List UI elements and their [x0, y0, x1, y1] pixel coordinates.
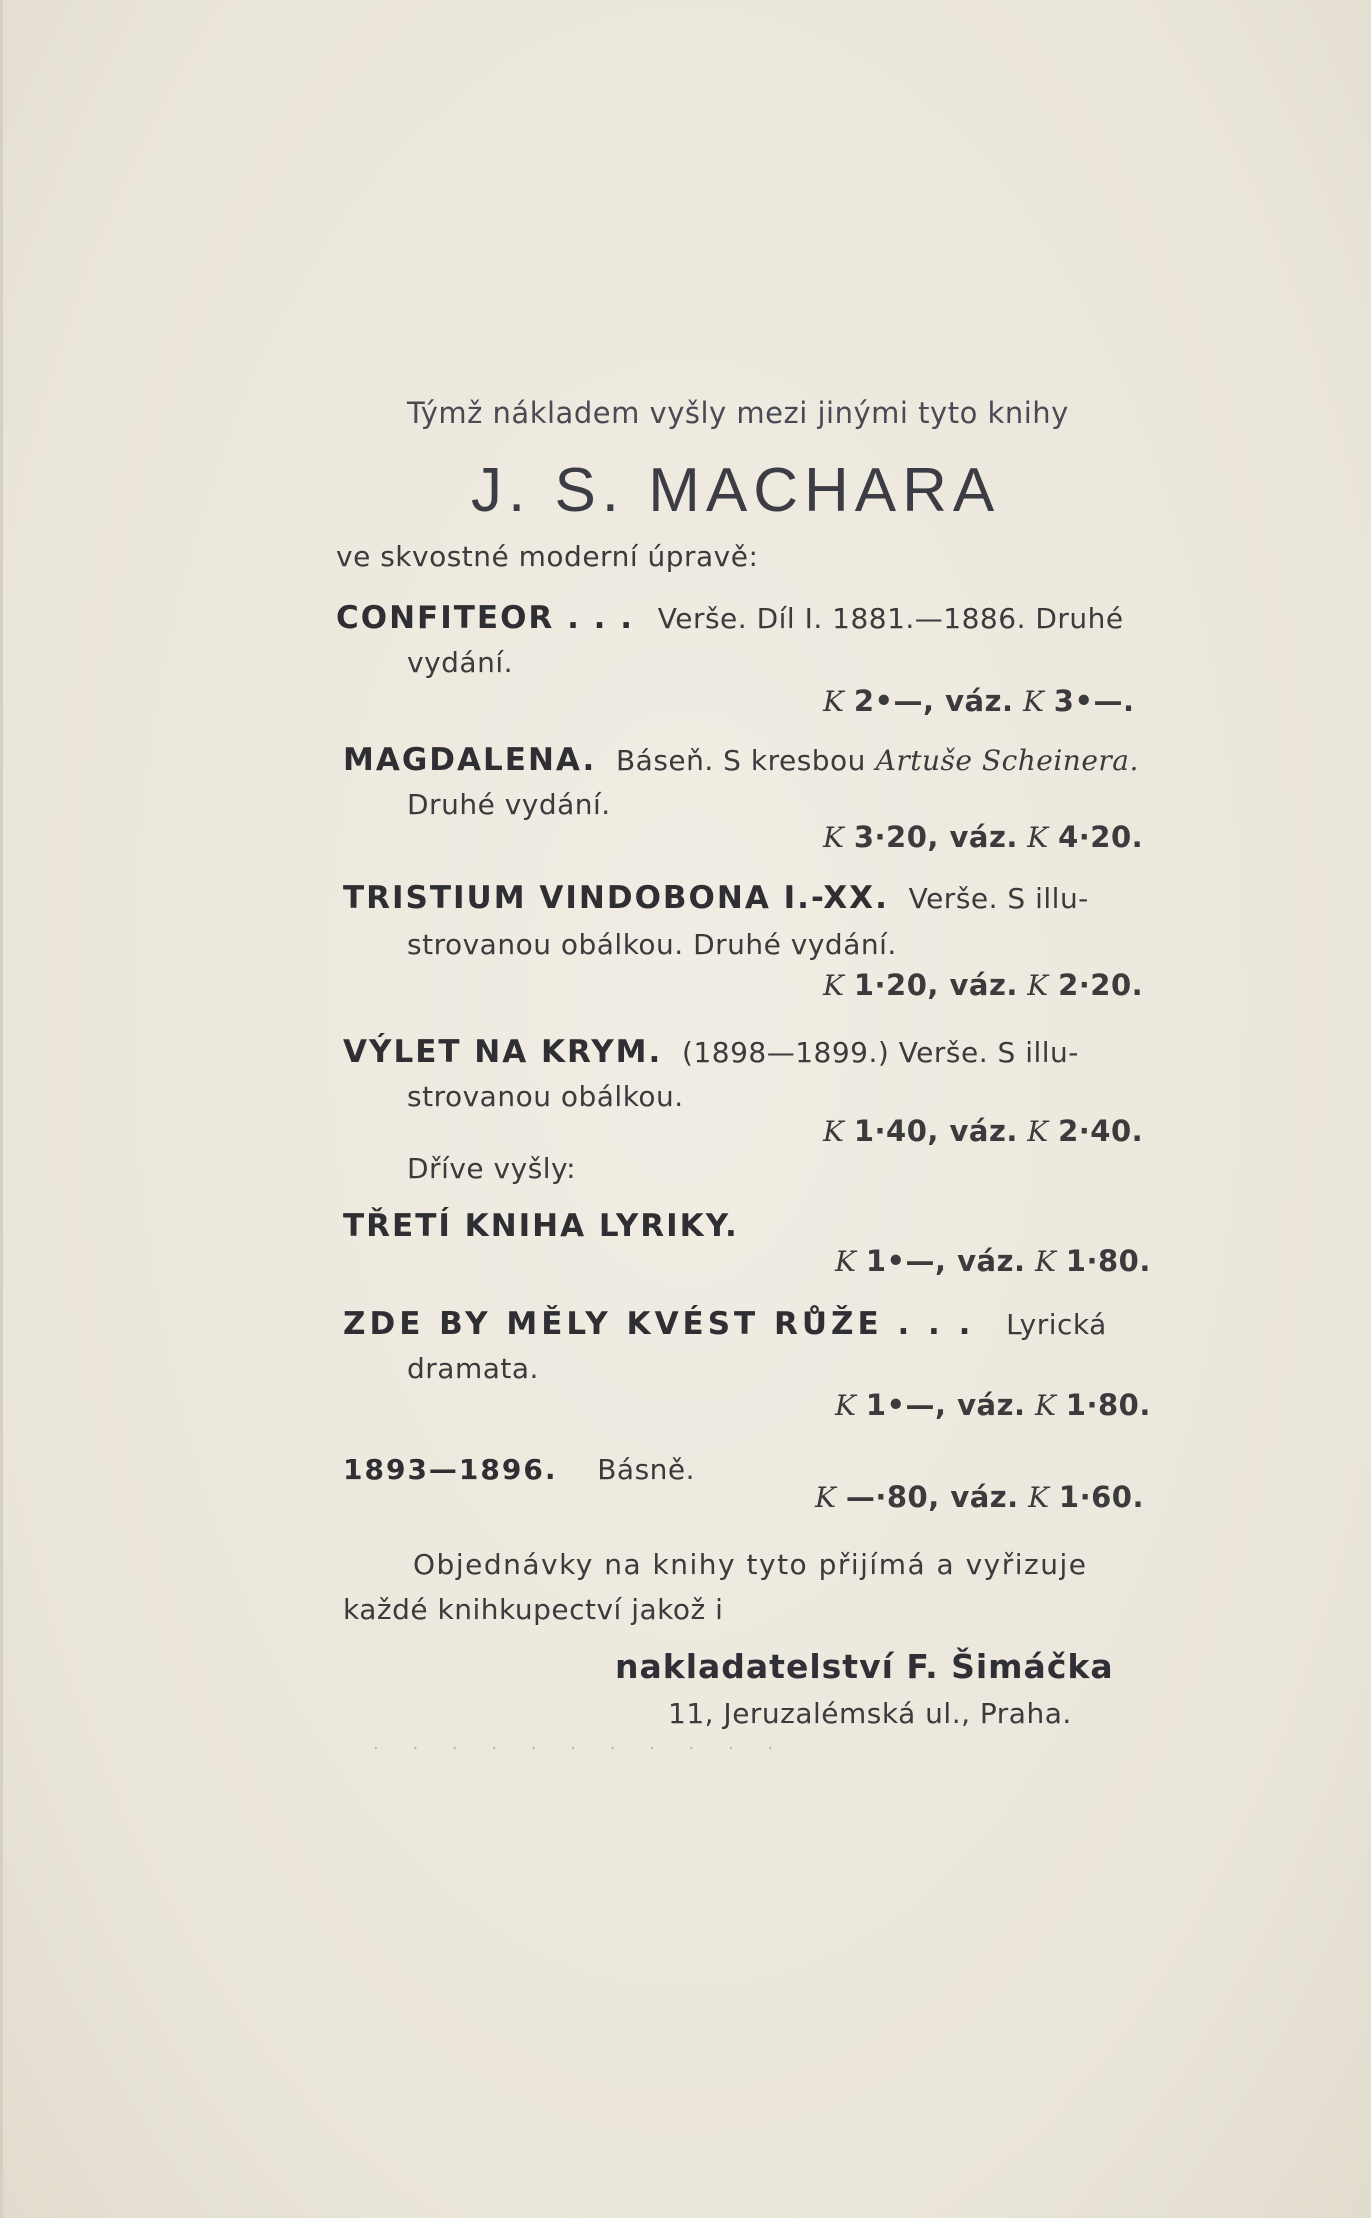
book-title: VÝLET NA KRYM.	[343, 1034, 663, 1070]
book-title: MAGDALENA.	[343, 742, 597, 778]
book-entry-vylet-na-krym	[343, 1034, 1079, 1070]
book-desc: Verše. S illu-	[908, 882, 1089, 915]
book-desc: Lyrická	[1006, 1308, 1107, 1341]
publisher-name: nakladatelství F. Šimáčka	[615, 1647, 1114, 1686]
book-entry-zde-by-mely-kvest-ruze	[343, 1306, 1107, 1342]
book-desc: Básně.	[597, 1453, 696, 1486]
author-name: J. S. MACHARA	[471, 456, 1001, 525]
book-desc-cont: strovanou obálkou.	[407, 1080, 684, 1113]
book-entry-confiteor	[336, 600, 1124, 636]
book-title: TRISTIUM VINDOBONA I.-XX.	[343, 880, 889, 916]
order-note-line-2: každé knihkupectví jakož i	[343, 1593, 724, 1626]
book-desc: (1898—1899.) Verše. S illu-	[682, 1036, 1079, 1069]
book-title: ZDE BY MĚLY KVÉST RŮŽE . . .	[343, 1306, 975, 1342]
book-price: K 3·20, váz. K 4·20.	[823, 820, 1144, 854]
book-desc-cont: dramata.	[407, 1352, 539, 1385]
book-desc: Verše. Díl I. 1881.—1886. Druhé	[657, 602, 1124, 635]
intro-line: Týmž nákladem vyšly mezi jinými tyto knihy	[407, 396, 1069, 430]
book-desc: Báseň. S kresbou	[615, 744, 866, 777]
book-price: K 1•—, váz. K 1·80.	[835, 1388, 1151, 1422]
book-price: K 1•—, váz. K 1·80.	[835, 1244, 1151, 1278]
publisher-address: 11, Jeruzalémská ul., Praha.	[668, 1697, 1072, 1730]
book-entry-tristium	[343, 880, 1089, 916]
book-price: K 1·20, váz. K 2·20.	[823, 968, 1144, 1002]
earlier-label: Dříve vyšly:	[407, 1152, 577, 1185]
illustrator-name: Artuše Scheinera.	[875, 744, 1139, 777]
book-price: K 1·40, váz. K 2·40.	[823, 1114, 1144, 1148]
book-title: CONFITEOR . . .	[336, 600, 635, 636]
decorative-specks: · · · · · · · · · · ·	[373, 1738, 788, 1759]
order-note-line-1: Objednávky na knihy tyto přijímá a vyřizuje	[413, 1548, 1088, 1581]
book-price: K 2•—, váz. K 3•—.	[823, 684, 1135, 718]
book-entry-treti-kniha-lyriky	[343, 1208, 739, 1244]
book-price: K —·80, váz. K 1·60.	[815, 1480, 1144, 1514]
book-desc-cont: strovanou obálkou. Druhé vydání.	[407, 928, 897, 961]
subtitle: ve skvostné moderní úpravě:	[336, 540, 759, 573]
book-title: TŘETÍ KNIHA LYRIKY.	[343, 1208, 739, 1244]
book-entry-1893-1896	[343, 1452, 695, 1486]
book-desc-cont: vydání.	[407, 646, 513, 679]
book-title: 1893—1896.	[343, 1453, 558, 1486]
book-desc-cont: Druhé vydání.	[407, 788, 611, 821]
book-entry-magdalena	[343, 742, 1139, 778]
